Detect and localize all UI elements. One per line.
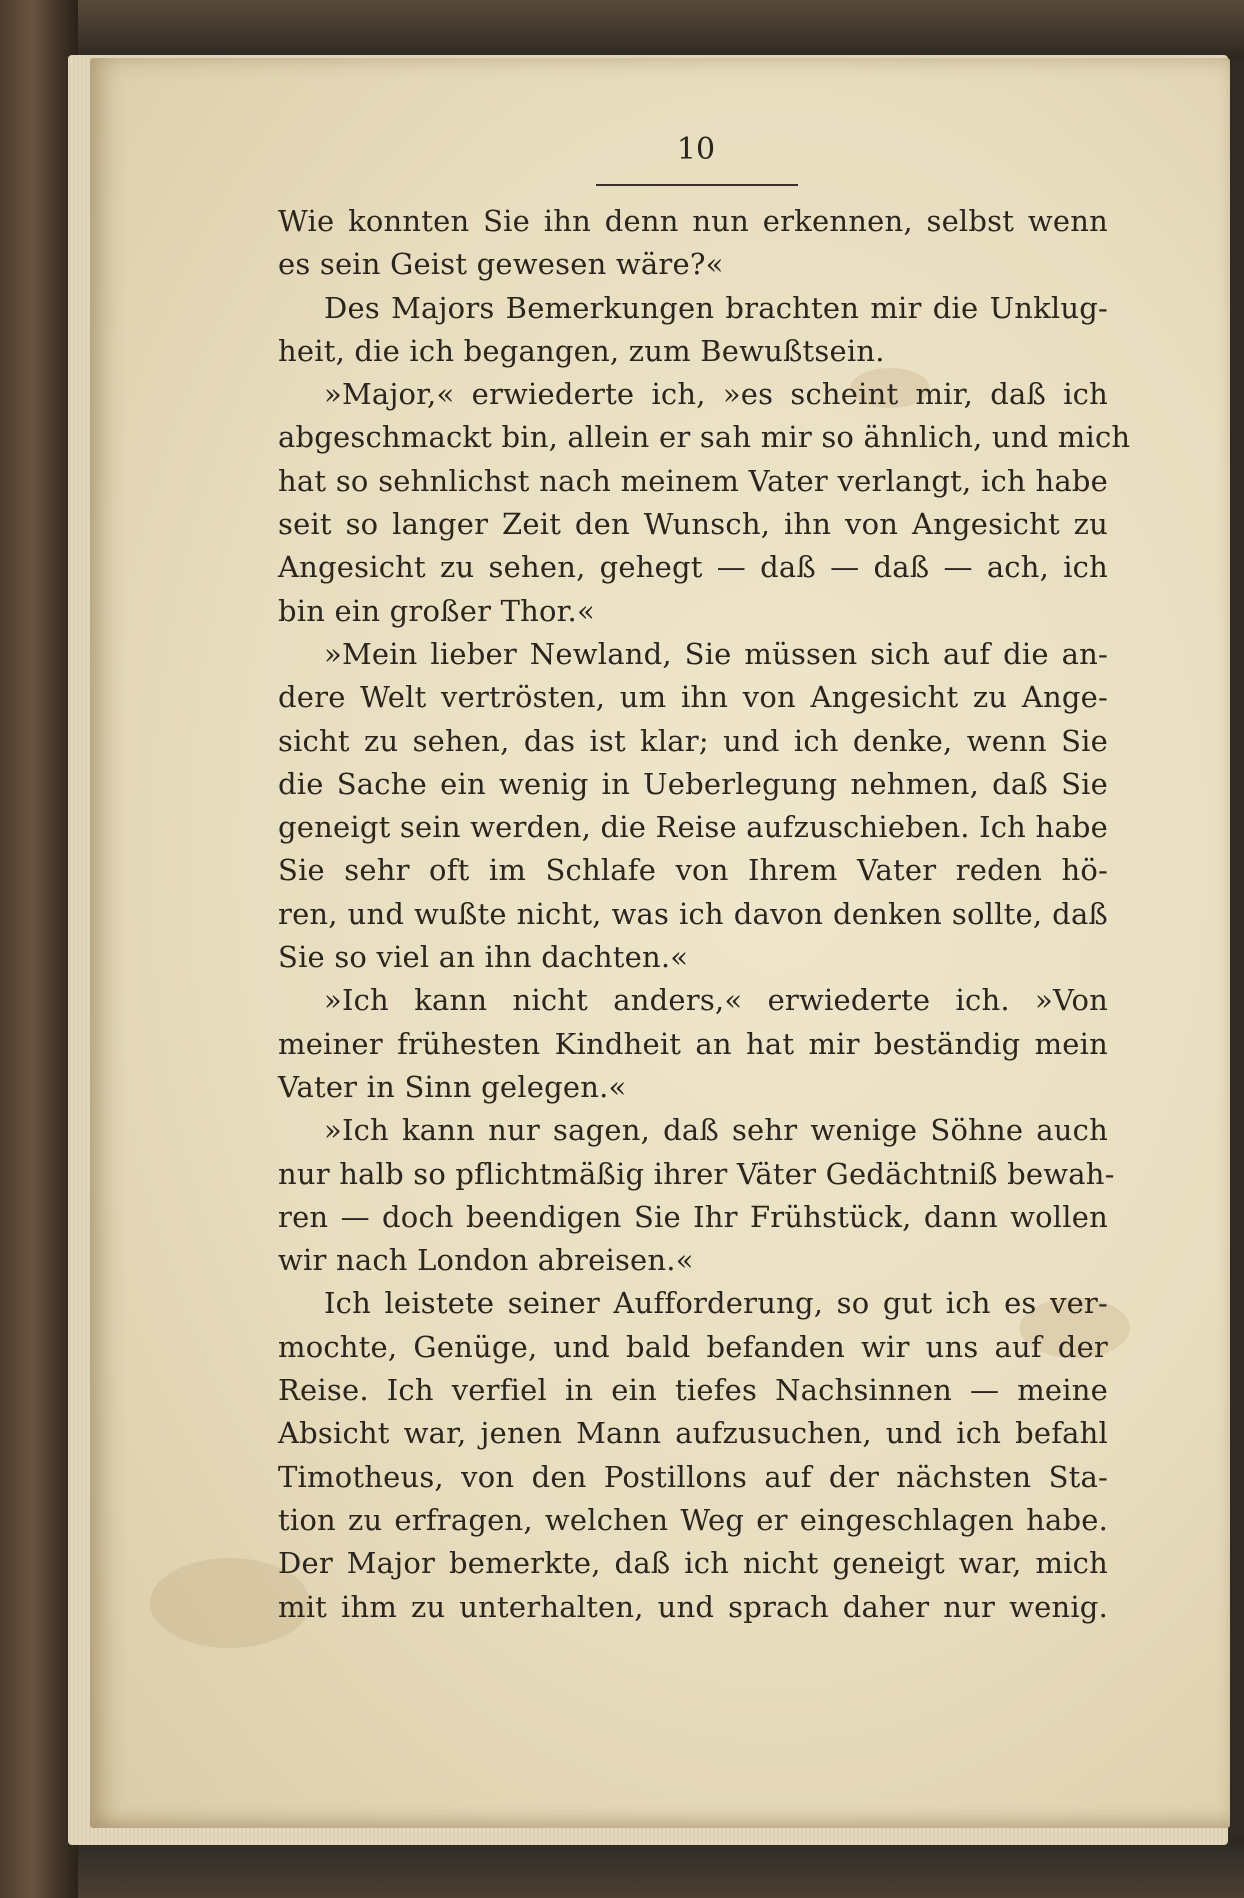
text-line: Absicht war, jenen Mann aufzusuchen, und ich befahl [278,1416,1108,1451]
text-line: tion zu erfragen, welchen Weg er eingeschlagen habe. [278,1502,1108,1537]
text-line: Reise. Ich verfiel in ein tiefes Nachsinnen — meine [278,1373,1108,1408]
text-line: mit ihm zu unterhalten, und sprach daher nur wenig. [278,1589,1108,1624]
text-line: Angesicht zu sehen, gehegt — daß — daß — ach, ich [278,550,1108,585]
text-line: Des Majors Bemerkungen brachten mir die Unklug- [324,290,1108,325]
text-line: »Ich kann nicht anders,« erwiederte ich. »Von [324,983,1108,1018]
text-line: »Ich kann nur sagen, daß sehr wenige Söhne auch [324,1113,1108,1148]
text-line: Timotheus, von den Postillons auf der nächsten Sta- [278,1459,1108,1494]
book-cover-top-edge [0,0,1244,60]
text-line: »Mein lieber Newland, Sie müssen sich auf die an- [324,636,1108,671]
text-line: Der Major bemerkte, daß ich nicht geneigt war, mich [278,1546,1108,1581]
text-line: ren — doch beendigen Sie Ihr Frühstück, dann wollen [278,1199,1108,1234]
text-line: heit, die ich begangen, zum Bewußtsein. [278,333,885,368]
text-line: nur halb so pflichtmäßig ihrer Väter Gedächtniß bewah- [278,1156,1115,1191]
text-line: die Sache ein wenig in Ueberlegung nehmen, daß Sie [278,766,1108,801]
text-line: bin ein großer Thor.« [278,593,595,628]
text-line: es sein Geist gewesen wäre?« [278,247,724,282]
text-line: seit so langer Zeit den Wunsch, ihn von Angesicht zu [278,507,1108,542]
page-body-text [278,200,1131,1629]
text-line: mochte, Genüge, und bald befanden wir uns auf der [278,1329,1108,1364]
page-number: 10 [676,132,716,167]
text-line: geneigt sein werden, die Reise aufzuschieben. Ich habe [278,810,1108,845]
text-line: Wie konnten Sie ihn denn nun erkennen, selbst wenn [278,204,1108,238]
text-line: »Major,« erwiederte ich, »es scheint mir, daß ich [324,377,1108,412]
text-line: Ich leistete seiner Aufforderung, so gut ich es ver- [324,1286,1108,1321]
text-line: hat so sehnlichst nach meinem Vater verlangt, ich habe [278,463,1108,498]
book-cover-bottom-edge [0,1838,1244,1898]
text-line: ren, und wußte nicht, was ich davon denken sollte, daß [278,896,1108,931]
text-line: wir nach London abreisen.« [278,1243,694,1278]
text-line: Sie so viel an ihn dachten.« [278,940,689,975]
book-spine [0,0,78,1898]
text-line: sicht zu sehen, das ist klar; und ich denke, wenn Sie [278,723,1108,758]
text-line: Vater in Sinn gelegen.« [278,1069,627,1104]
text-line: abgeschmackt bin, allein er sah mir so ähnlich, und mich [278,420,1131,455]
text-line: meiner frühesten Kindheit an hat mir beständig mein [278,1026,1108,1061]
text-line: dere Welt vertrösten, um ihn von Angesicht zu Ange- [278,680,1108,715]
header-rule [596,184,798,186]
text-line: Sie sehr oft im Schlafe von Ihrem Vater reden hö- [278,853,1108,888]
